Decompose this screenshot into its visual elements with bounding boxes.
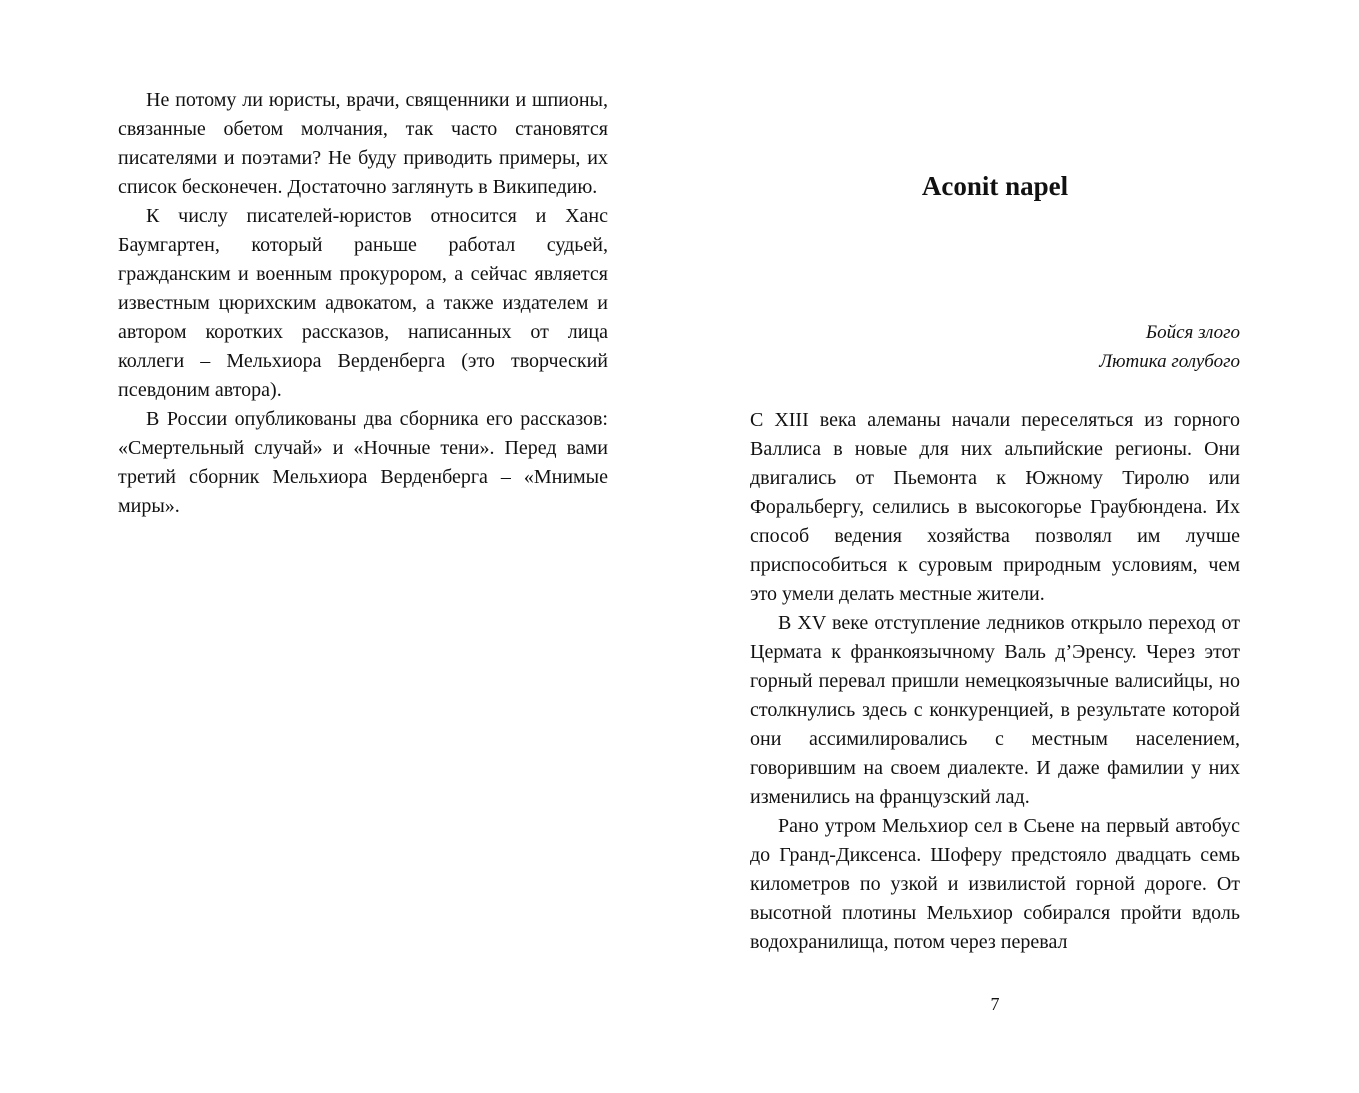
epigraph-line-2: Лютика голубого (1099, 351, 1240, 372)
left-paragraph-1: Не потому ли юристы, врачи, священники и шпионы, связанные обетом молчания, так часто становятся писателями и поэтами? Не буду приводить примеры, их список бесконечен. Достаточно заглянуть в Википедию. (118, 89, 608, 198)
epigraph (750, 318, 1240, 376)
left-paragraph-2: К числу писателей-юристов относится и Ханс Баумгартен, который раньше работал судьей, гражданским и военным прокурором, а сейчас является известным цюрихским адвокатом, а также издателем и автором коротких рассказов, написанных от лица коллеги – Мельхиора Верденберга (это творческий псевдоним автора). (118, 205, 608, 401)
right-page-body (750, 406, 1240, 957)
chapter-title: Aconit napel (921, 171, 1069, 201)
epigraph-line-1: Бойся злого (1145, 322, 1240, 343)
right-paragraph-1: С XIII века алеманы начали переселяться из горного Валлиса в новые для них альпийские регионы. Они двигались от Пьемонта к Южному Тиролю или Форальбергу, селились в высокогорье Граубюндена. Их способ ведения хозяйства позволял им лучше приспособиться к суровым природным условиям, чем это умели делать местные жители. (750, 409, 1240, 605)
left-paragraph-3: В России опубликованы два сборника его рассказов: «Смертельный случай» и «Ночные тени». Перед вами третий сборник Мельхиора Верденберга – «Мнимые миры». (118, 408, 608, 517)
right-paragraph-2: В XV веке отступление ледников открыло переход от Цермата к франкоязычному Валь д’Эренсу. Через этот горный перевал пришли немецкоязычные валисийцы, но столкнулись здесь с конкуренцией, в результате которой они ассимилировались с местным населением, говорившим на своем диалекте. И даже фамилии у них изменились на французский лад. (750, 612, 1240, 808)
page-number: 7 (990, 994, 1000, 1014)
right-page (680, 0, 1359, 1093)
left-page-body (118, 86, 608, 521)
right-paragraph-3: Рано утром Мельхиор сел в Сьене на первый автобус до Гранд-Диксенса. Шоферу предстояло двадцать семь километров по узкой и извилистой горной дороге. От высотной плотины Мельхиор собирался пройти вдоль водохранилища, потом через перевал (750, 815, 1240, 953)
